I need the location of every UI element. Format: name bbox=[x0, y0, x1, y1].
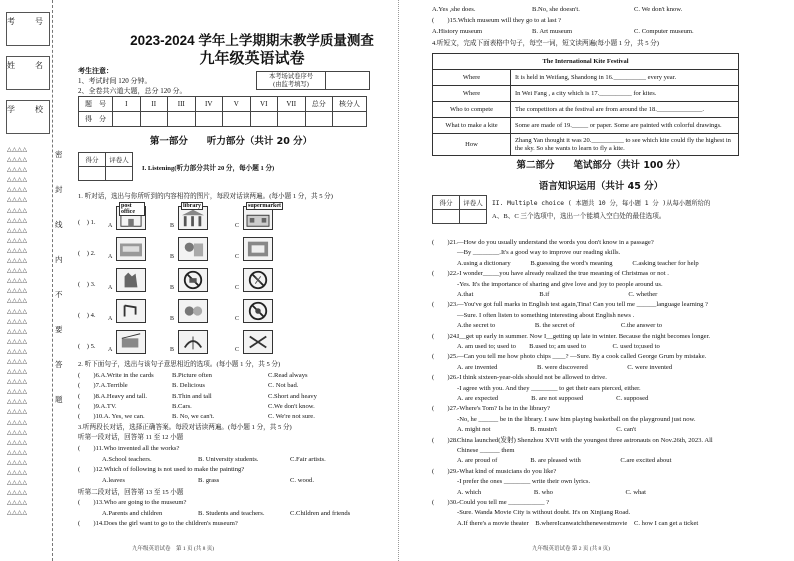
question-line: A.that B.if C. whether bbox=[457, 291, 658, 298]
picture-question-1: ( ) 1. post office A library B supermarket C bbox=[78, 203, 281, 229]
q3-instruction: 3.听两段长对话，选择正确答案。每段对话读两遍。(每小题 1 分，共 5 分) bbox=[78, 424, 292, 431]
q2-option[interactable]: B. No, we can't. bbox=[172, 413, 215, 421]
picture-option-b[interactable]: B bbox=[178, 268, 208, 292]
question-line: -Yes. It's the importance of sharing and give love and joy to people around us. bbox=[457, 280, 663, 288]
question-line: A. might not B. mustn't C. can't bbox=[457, 426, 637, 434]
question-line: A. am used to; used to B.used to; am used to C. used to;used to bbox=[457, 343, 660, 350]
triangle-fill: △△△△ △△△△ △△△△ △△△△ △△△△ △△△△ △△△△ △△△△ △△△△ △△△△ △△△△ △△△△ △△△△ △△△△ △△△△ △△△△ △△△△ △△△△ △△△△ △△△△ △△△△ △△△△ △△△△ △△△△ △△△△ △△△△ △△△△ △△△△ △△△△ △△△△ △△△△ △△△△ △△△△ △△△△ △△△△ △△△△ △△△△ bbox=[7, 146, 28, 517]
kite-festival-table: The International Kite Festival Where It is held in Weifang, Shandong in 16.__________ every year. Where In Wei Fang , a city which is 17.__________ for kites. Who to compete The competitors at the festival are from around the 18.______________. What to make a kite Some are made of 19._____ or paper. Some are painted with colorful drawings. How Zhang Yan thought it was 20.__________ to see which kite could fly the highest in the sky. So she wants to learn to fly a kite. bbox=[432, 53, 739, 156]
question-line: -I wonder_____you have already realized the true meaning of Christmas or not . bbox=[457, 270, 669, 278]
question-line: -Could you tell me ___________ ? bbox=[457, 499, 550, 506]
question-line: A. which B. who C. what bbox=[457, 488, 647, 496]
picture-question-3: ( ) 3. A B C bbox=[78, 268, 378, 294]
question-line: A. are invented B. were discovered C. were invented bbox=[457, 363, 673, 371]
question-15: ( )15.Which museum will they go to at last ? bbox=[432, 17, 562, 24]
score-cell[interactable] bbox=[195, 112, 223, 127]
q2-option[interactable]: C.We don't know. bbox=[268, 402, 315, 410]
q2-option[interactable]: C. We're not sure. bbox=[268, 413, 315, 421]
q2-question-option[interactable]: ( )8.A.Heavy and tall. bbox=[78, 392, 148, 400]
mc-title: II. Multiple choice ( 本题共 10 分，每小题 1 分 )从每小题所给的 bbox=[492, 200, 711, 207]
picture-question-4: ( ) 4. A B C bbox=[78, 299, 378, 325]
question-line: —You've got full marks in English test again,Tina! Can you tell me ______language learning ? bbox=[457, 301, 708, 309]
question-line: -I think sixteen-year-olds should not be allowed to drive. bbox=[457, 374, 607, 382]
q2-option[interactable]: B.Picture often bbox=[172, 372, 212, 379]
q4-instruction: 4.听短文，完成下面表格中句子，每空一词，短文读两遍(每小题 1 分，共 5 分) bbox=[432, 40, 659, 47]
question-13: ( )13.Who are going to the museum? bbox=[78, 499, 187, 506]
picture-option-c[interactable]: C bbox=[243, 299, 273, 323]
question-number[interactable]: ( )30. bbox=[432, 499, 458, 506]
q2-question-option[interactable]: ( )9.A.TV. bbox=[78, 402, 117, 410]
picture-question-5: ( ) 5. A B C bbox=[78, 330, 378, 356]
score-cell[interactable] bbox=[113, 112, 141, 127]
question-number[interactable]: ( )25. bbox=[432, 353, 458, 361]
question-line: A.the secret to B. the secret of C.the answer to bbox=[457, 322, 663, 330]
question-line: -Sure. Wanda Movie City is without doubt. It's on Xinjiang Road. bbox=[457, 509, 631, 517]
question-number[interactable]: ( )26. bbox=[432, 374, 458, 382]
part2-heading: 第二部分 笔试部分（共计 100 分） bbox=[516, 160, 686, 171]
question-line: A. are proud of B. are pleased with C.are excited about bbox=[457, 457, 672, 465]
score-cell[interactable] bbox=[333, 112, 367, 127]
name-box: 姓 名 bbox=[6, 56, 50, 90]
question-line: -I prefer the ones ________ write their own lyrics. bbox=[457, 478, 591, 486]
question-line: -I agree with you. And they ________ to get their ears pierced, either. bbox=[457, 384, 641, 392]
question-line: —Can you tell me how photo chips ____? —Sure. By a cook called George Grum by mistake. bbox=[457, 353, 707, 361]
page-footer-1: 九年级英语试卷 第 1 页 (共 8 页) bbox=[132, 546, 215, 552]
picture-option-a[interactable]: A bbox=[116, 330, 146, 354]
question-line: —Sure. I often listen to something interesting about English news . bbox=[457, 311, 635, 319]
question-line: A. are expected B. are not supposed C. supposed bbox=[457, 395, 649, 402]
question-line: Chinese ______ them bbox=[457, 447, 515, 454]
question-number[interactable]: ( )23. bbox=[432, 301, 458, 309]
grader-table-1: 得分 评卷人 bbox=[78, 152, 133, 181]
q2-option[interactable]: B.Cars. bbox=[172, 402, 192, 410]
grader-table-2: 得分 评卷人 bbox=[432, 195, 487, 224]
candidate-notice: 考生注意： 1、考试时间 120 分钟。 2、全卷共六道大题，总分 120 分。 bbox=[78, 67, 187, 95]
score-table: 题 号 I II III IV V VI VII 总分 核分人 得 分 bbox=[78, 96, 367, 127]
q2-option[interactable]: C.Read always bbox=[268, 372, 308, 379]
q2-question-option[interactable]: ( )7.A.Terrible bbox=[78, 382, 128, 390]
q2-option[interactable]: C.Short and heavy bbox=[268, 392, 317, 400]
q2-option[interactable]: B. Delicious bbox=[172, 382, 205, 390]
picture-option-c[interactable]: supermarket C bbox=[235, 203, 281, 229]
question-line: —By ________.It's a good way to improve our reading skills. bbox=[457, 249, 621, 257]
picture-option-c[interactable]: C bbox=[243, 268, 273, 292]
score-cell[interactable] bbox=[168, 112, 196, 127]
question-11: ( )11.Who invented all the works? bbox=[78, 445, 180, 452]
question-12: ( )12.Which of following is not used to make the painting? bbox=[78, 466, 245, 473]
dialogue-2-label: 听第二段对话，回答第 13 至 15 小题 bbox=[78, 489, 184, 496]
seal-text: 密 封 线 内 不 要 答 题 bbox=[55, 150, 63, 404]
exam-title: 2023-2024 学年上学期期末教学质量测查 bbox=[130, 33, 374, 48]
page-2: A.Yes ,she does. B.No, she doesn't. C. We don't know. ( )15.Which museum will they go to at last ? A.History museum B. Art museum C. Computer museum. 4.听短文，完成下面表格中句子，每空一词，短文读两遍(每小题 1 分，共 5 分) The International Kite Festival Where It is held in Weifang, Shandong in 16.__________ every year. Where In Wei Fang , a city which is 17.__________ for kites. Who to compete The competitors at the festival are from around the 18.______________. What to make a kite Some are made of 19._____ or paper. Some are painted with colorful drawings. How Zhang Yan thought it was 20.__________ to see which kite could fly the highest in the sky. So she wants to learn to fly a kite. 第二部分 笔试部分（共计 100 分） 语言知识运用（共计 45 分） 得分 评卷人 II. Multiple choice ( 本题共 10 分，每小题 1 分 )从每小题所给的 A、B、C 三个选项中，选出一个能填入空白处的最佳选项。 ( )21. —How do you usually understand the words you don't know in a passage? —By ________.It's a good way to improve our reading skills. A.using a dictionary B.guessing the word's meaning C.asking teacher for help ( )22. -I wonder_____you have already realized the true meaning of Christmas or not . -Yes. It's the importance of sharing and give love and joy to people around us. A.that B.if C. whether ( )23. —You've got full marks in English test again,Tina! Can you tell me ______language learning ? —Sure. I often listen to something interesting about English news . A.the secret to B. the secret of C.the answer to ( )24. I__get up early in summer. Now I__getting up late in winter. Because the night becomes longer. A. am used to; used to B.used to; am used to C. used to;used to ( )25. —Can you tell me how photo chips ____? —Sure. By a cook called George Grum by mistake. A. are invented B. were discovered C. were invented ( )26. -I think sixteen-year-olds should not be allowed to drive. -I agree with you. And they ________ to get their ears pierced, either. A. are expected B. are not supposed C. supposed ( )27. -Where's Tom? Is he in the library? -No, he ______ be in the library. I saw him playing basketball on the playground just now. A. might not B. mustn't C. can't ( )28. China launched(发射) Shenzhou XVII with the youngest three astronauts on Nov.26th, 2023. All Chinese ______ them A. are proud of B. are pleased with C.are excited about ( )29. -What kind of musicians do you like? -I prefer the ones ________ write their own lyrics. A. which B. who C. what ( )30. -Could you tell me ___________ ? -Sure. Wanda Movie City is without doubt. It's on Xinjiang Road. A.If there's a movie theater B.whereIcanwatchthenewestmovie C. how I can get a ticket 九年级英语试卷 第 2 页 (共 8 页) bbox=[412, 0, 790, 561]
dialogue-1-label: 听第一段对话，回答第 11 至 12 小题 bbox=[78, 434, 184, 441]
page-divider bbox=[398, 0, 399, 561]
question-number[interactable]: ( )27. bbox=[432, 405, 458, 413]
question-line: China launched(发射) Shenzhou XVII with the youngest three astronauts on Nov.26th, 2023. All bbox=[457, 436, 713, 444]
picture-option-a[interactable]: A bbox=[116, 299, 146, 323]
picture-option-b[interactable]: B bbox=[178, 299, 208, 323]
question-line: A.If there's a movie theater B.whereIcanwatchthenewestmovie C. how I can get a ticket bbox=[457, 519, 699, 527]
q2-instruction: 2. 听下面句子，选出与该句子意思相近的选项。(每小题 1 分，共 5 分) bbox=[78, 361, 281, 368]
part1-heading: 第一部分 听力部分（共计 20 分） bbox=[149, 136, 313, 147]
q2-option[interactable]: C. Not bad. bbox=[268, 382, 299, 390]
score-cell[interactable] bbox=[250, 112, 278, 127]
question-line: A.using a dictionary B.guessing the word's meaning C.asking teacher for help bbox=[457, 259, 699, 267]
picture-option-b[interactable]: B bbox=[178, 237, 208, 261]
seal-line bbox=[52, 0, 53, 561]
picture-option-c[interactable]: C bbox=[243, 330, 273, 354]
picture-option-b[interactable]: library B bbox=[178, 206, 208, 230]
language-section-heading: 语言知识运用（共计 45 分） bbox=[538, 181, 664, 192]
picture-option-a[interactable]: post office A bbox=[116, 206, 146, 230]
question-line: -No, he ______ be in the library. I saw him playing basketball on the playground just now. bbox=[457, 415, 696, 423]
q2-question-option[interactable]: ( )10.A. Yes, we can. bbox=[78, 413, 145, 421]
picture-option-c[interactable]: C bbox=[243, 237, 273, 261]
picture-option-a[interactable]: A bbox=[116, 237, 146, 261]
question-line: —How do you usually understand the words you don't know in a passage? bbox=[457, 239, 654, 246]
question-number[interactable]: ( )22. bbox=[432, 270, 458, 278]
question-line: I__get up early in summer. Now I__getting up late in winter. Because the night becomes longer. bbox=[457, 332, 711, 340]
picture-option-a[interactable]: A bbox=[116, 268, 146, 292]
q2-option[interactable]: B.Thin and tall bbox=[172, 392, 212, 400]
picture-option-b[interactable]: B bbox=[178, 330, 208, 354]
q1-instruction: 1. 听对话，选出与你所听到的内容相符的图片，每段对话读两遍。(每小题 1 分，共 5 分) bbox=[78, 193, 333, 200]
picture-question-2: ( ) 2. A B C bbox=[78, 237, 378, 263]
page-1: 2023-2024 学年上学期期末教学质量测查 九年级英语试卷 考生注意： 1、考试时间 120 分钟。 2、全卷共六道大题，总分 120 分。 本考场试卷序号 (由监考填写) 题 号 I II III IV V VI VII 总分 核分人 得 分 第一部分 听力部分（共计 20 分） 得分 评卷人 I. Listening(听力部分共计 20 分，每小题 1 分) 1. 听对话，选出与你所听到的内容相符的图片，每段对话读两遍。(每小题 1 分，共 5 分) ( ) 1. post office A library B supermarket C ( ) 2. A B C ( ) 3. A B C ( ) 4. A B C ( ) 5. A B C 2. 听下面句子，选出与该句子意思相近的选项。(每小题 1 分，共 5 分) ( )6.A.Write in the cards B.Picture often C.Read always ( )7.A.Terrible B. Delicious C. Not bad. ( )8.A.Heavy and tall. B.Thin and tall C.Short and heavy ( )9.A.TV. B.Cars. C.We don't know. ( )10.A. Yes, we can. B. No, we can't. C. We're not sure. 3.听两段长对话，选择正确答案。每段对话读两遍。(每小题 1 分，共 5 分) 听第一段对话，回答第 11 至 12 小题 ( )11.Who invented all the works? A.School teachers. B. University students. C.Fair artists. ( )12.Which of following is not used to make the painting? A.leaves B. grass C. wood. 听第二段对话，回答第 13 至 15 小题 ( )13.Who are going to the museum? A.Parents and children B. Students and teachers. C.Children and friends ( )14.Does the girl want to go to the children's museum? 九年级英语试卷 第 1 页 (共 8 页) bbox=[72, 0, 390, 561]
question-number[interactable]: ( )29. bbox=[432, 467, 458, 475]
question-number[interactable]: ( )24. bbox=[432, 332, 458, 340]
mc-subtitle: A、B、C 三个选项中，选出一个能填入空白处的最佳选项。 bbox=[492, 213, 666, 220]
exam-subtitle: 九年级英语试卷 bbox=[199, 50, 305, 67]
listening-title: I. Listening(听力部分共计 20 分，每小题 1 分) bbox=[142, 165, 275, 172]
school-box: 学 校 bbox=[6, 100, 50, 134]
binding-strip bbox=[0, 0, 66, 561]
score-cell[interactable] bbox=[278, 112, 306, 127]
score-cell[interactable] bbox=[305, 112, 333, 127]
seat-number-input[interactable] bbox=[326, 71, 370, 90]
question-number[interactable]: ( )28. bbox=[432, 436, 458, 444]
score-cell[interactable] bbox=[223, 112, 251, 127]
exam-number-box: 考 号 bbox=[6, 12, 50, 46]
q2-question-option[interactable]: ( )6.A.Write in the cards bbox=[78, 372, 154, 379]
question-line: -Where's Tom? Is he in the library? bbox=[457, 405, 550, 413]
question-number[interactable]: ( )21. bbox=[432, 239, 458, 246]
score-cell[interactable] bbox=[140, 112, 168, 127]
seat-number-box: 本考场试卷序号 (由监考填写) bbox=[256, 71, 326, 90]
question-line: -What kind of musicians do you like? bbox=[457, 467, 557, 475]
page-footer-2: 九年级英语试卷 第 2 页 (共 8 页) bbox=[532, 546, 610, 552]
question-14: ( )14.Does the girl want to go to the children's museum? bbox=[78, 520, 238, 527]
